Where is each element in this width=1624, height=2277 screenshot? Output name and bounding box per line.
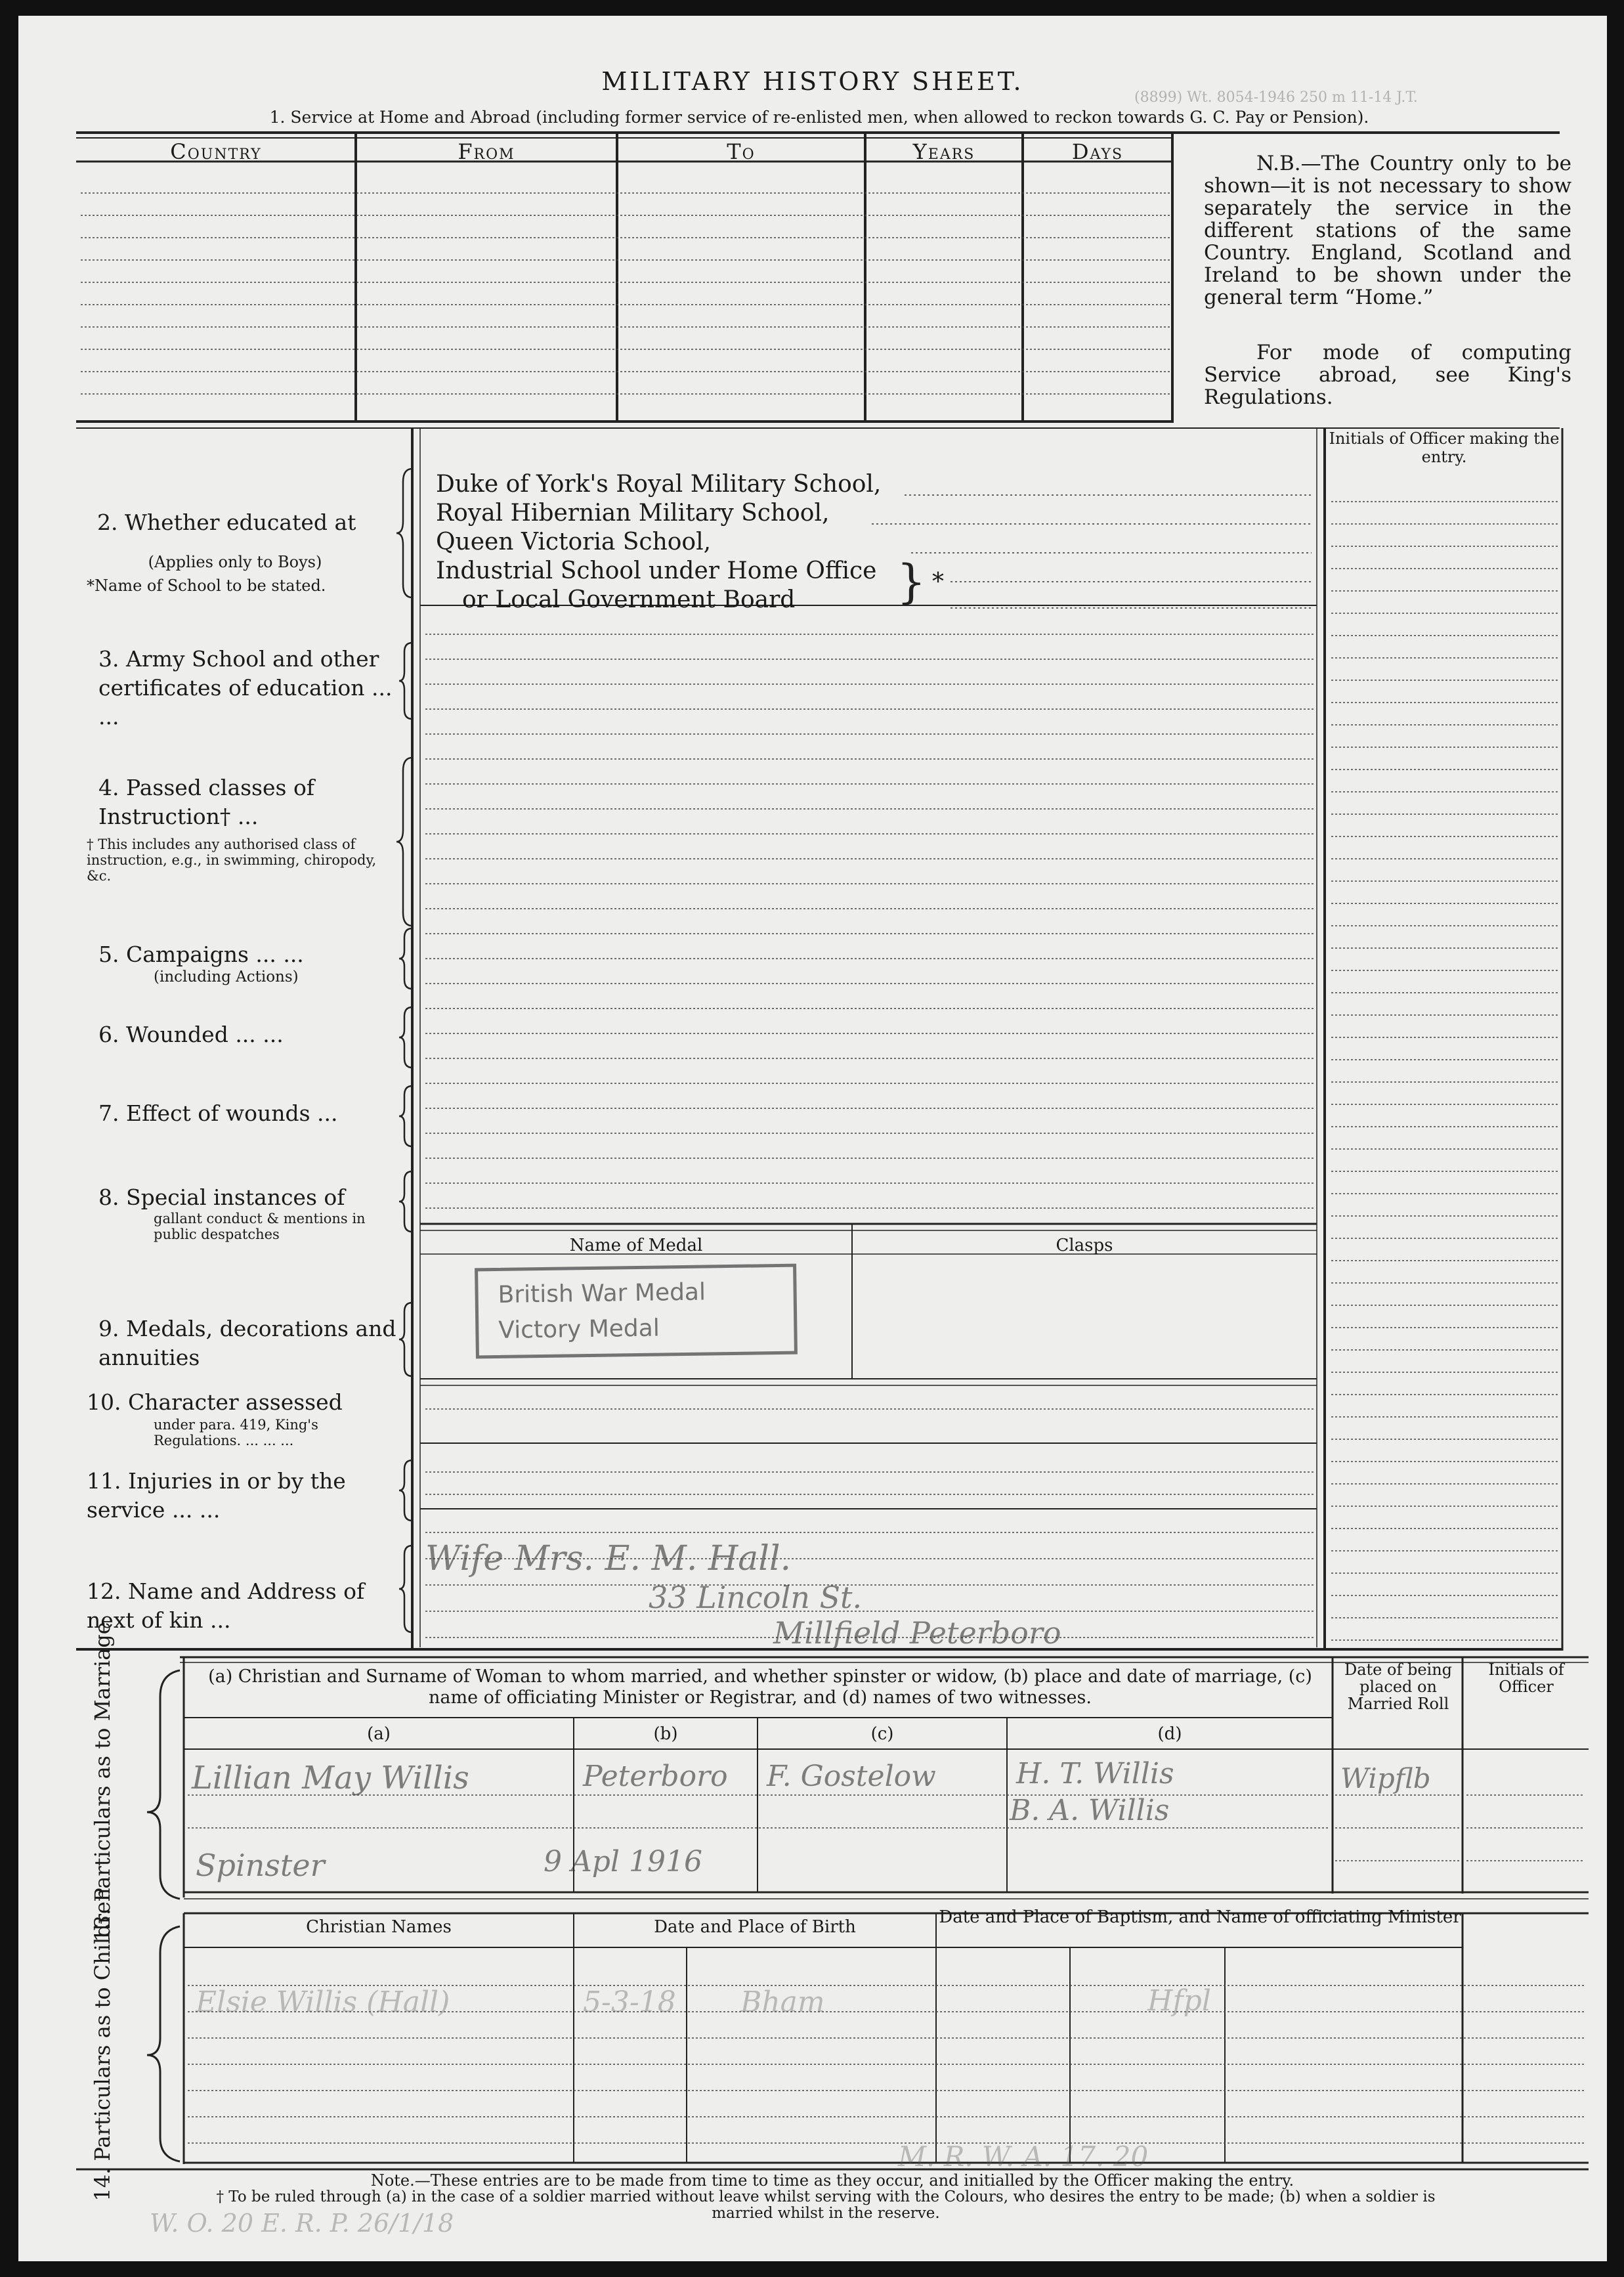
married-roll-header: Date of being placed on Married Roll [1344, 1660, 1453, 1713]
school-1: Duke of York's Royal Military School, [436, 471, 882, 498]
school-asterisk: * [932, 569, 944, 596]
section-4-label: 4. Passed classes of Instruction† ... [98, 775, 315, 829]
witness-2: B. A. Willis [1010, 1794, 1170, 1827]
witness-1: H. T. Willis [1016, 1757, 1174, 1790]
marital-status: Spinster [196, 1848, 325, 1883]
marriage-side-label: 13. Particulars as to Marriage [90, 1622, 115, 1942]
nb-note: N.B.—The Country only to be shown—it is not necessary to show separately the service in the different stations of the same Country. England, Scotland and Ireland to be shown under the general term “Home.” [1204, 152, 1571, 309]
col-country: Country [170, 139, 262, 164]
section-8-note: gallant conduct & mentions in public despatches [154, 1211, 366, 1242]
married-roll-entry: Wipflb [1340, 1762, 1431, 1794]
section-6-label: 6. Wounded ... ... [98, 1022, 284, 1047]
marriage-officer-header: Initials of Officer [1488, 1660, 1564, 1696]
footer-note-1: Note.—These entries are to be made from time to time as they occur, and initialled by the Officer making the entry. [370, 2171, 1294, 2190]
school-4: Industrial School under Home Office [436, 557, 877, 584]
marriage-place: Peterboro [583, 1760, 728, 1793]
section-2-label: 2. Whether educated at [97, 510, 356, 535]
marriage-col-c: (c) [870, 1724, 894, 1744]
corner-print: (8899) Wt. 8054-1946 250 m 11-14 J.T. [1134, 89, 1418, 106]
section-5-note: (including Actions) [154, 968, 299, 986]
section-3-label: 3. Army School and other certificates of education ... ... [98, 646, 393, 729]
minister-name: F. Gostelow [767, 1760, 936, 1793]
marriage-col-d: (d) [1157, 1724, 1182, 1744]
section-2-note2: *Name of School to be stated. [87, 576, 326, 595]
child-dob: 5-3-18 [583, 1985, 676, 2019]
school-2: Royal Hibernian Military School, [436, 500, 830, 527]
footer-note-2: † To be ruled through (a) in the case of a soldier married without leave whilst serving with the Colours, who desires the entry to be made; (b) when a soldier is married whilst in the reserve. [216, 2188, 1436, 2222]
next-of-kin-line1: Wife Mrs. E. M. Hall. [425, 1539, 792, 1578]
col-from: From [458, 139, 515, 164]
marriage-col-a: (a) [367, 1724, 391, 1744]
section-8-label: 8. Special instances of [98, 1184, 345, 1210]
footer-scrawl: W. O. 20 E. R. P. 26/1/18 [150, 2209, 454, 2238]
school-5: or Local Government Board [462, 586, 796, 613]
children-side-label: 14. Particulars as to Children [90, 1888, 115, 2201]
child-birth-place: Bham [740, 1985, 825, 2019]
section-10-note: under para. 419, King's Regulations. ... ... ... [154, 1417, 318, 1448]
children-baptism-header: Date and Place of Baptism, and Name of officiating Minister [939, 1907, 1461, 1927]
initials-header: Initials of Officer making the entry. [1329, 429, 1560, 466]
col-to: To [727, 139, 756, 164]
section-2-note1: (Applies only to Boys) [148, 553, 322, 571]
medal-name-header: Name of Medal [569, 1236, 703, 1255]
page-title: MILITARY HISTORY SHEET. [601, 67, 1024, 96]
section-11-label: 11. Injuries in or by the service ... ... [87, 1468, 346, 1523]
children-footer-scrawl: M. R. W. A. 17. 20 [898, 2140, 1149, 2173]
section-12-label: 12. Name and Address of next of kin ... [87, 1578, 365, 1633]
clasps-header: Clasps [1056, 1236, 1113, 1255]
mode-note: For mode of computing Service abroad, see King's Regulations. [1204, 341, 1571, 409]
children-names-header: Christian Names [306, 1917, 452, 1937]
marriage-header: (a) Christian and Surname of Woman to whom married, and whether spinster or widow, (b) place and date of marriage, (c) name of officiating Minister or Registrar, and (d) names of two witnesses. [208, 1666, 1312, 1708]
section-4-note: † This includes any authorised class of instruction, e.g., in swimming, chiropody, &c. [87, 836, 377, 884]
section-7-label: 7. Effect of wounds ... [98, 1100, 338, 1126]
section-10-label: 10. Character assessed [87, 1389, 343, 1415]
section-9-label: 9. Medals, decorations and annuities [98, 1316, 396, 1370]
school-3: Queen Victoria School, [436, 529, 712, 555]
next-of-kin-line2: 33 Lincoln St. [649, 1580, 863, 1615]
section-5-label: 5. Campaigns ... ... [98, 942, 304, 967]
col-years: Years [912, 139, 975, 164]
bride-name: Lillian May Willis [192, 1760, 469, 1796]
school-brace: } [897, 555, 926, 609]
child-name: Elsie Willis (Hall) [196, 1985, 450, 2019]
next-of-kin-line3: Millfield Peterboro [773, 1615, 1061, 1651]
col-days: Days [1071, 139, 1124, 164]
children-birth-header: Date and Place of Birth [654, 1917, 856, 1937]
medal-stamp: British War Medal Victory Medal [475, 1264, 798, 1359]
child-baptism: Hfpl [1147, 1984, 1211, 2018]
record-sheet [18, 16, 1607, 2261]
marriage-date: 9 Apl 1916 [544, 1845, 702, 1878]
section-1-label: 1. Service at Home and Abroad (including former service of re-enlisted men, when allowed to reckon towards G. C. Pay or Pension). [269, 108, 1369, 127]
marriage-col-b: (b) [653, 1724, 678, 1744]
